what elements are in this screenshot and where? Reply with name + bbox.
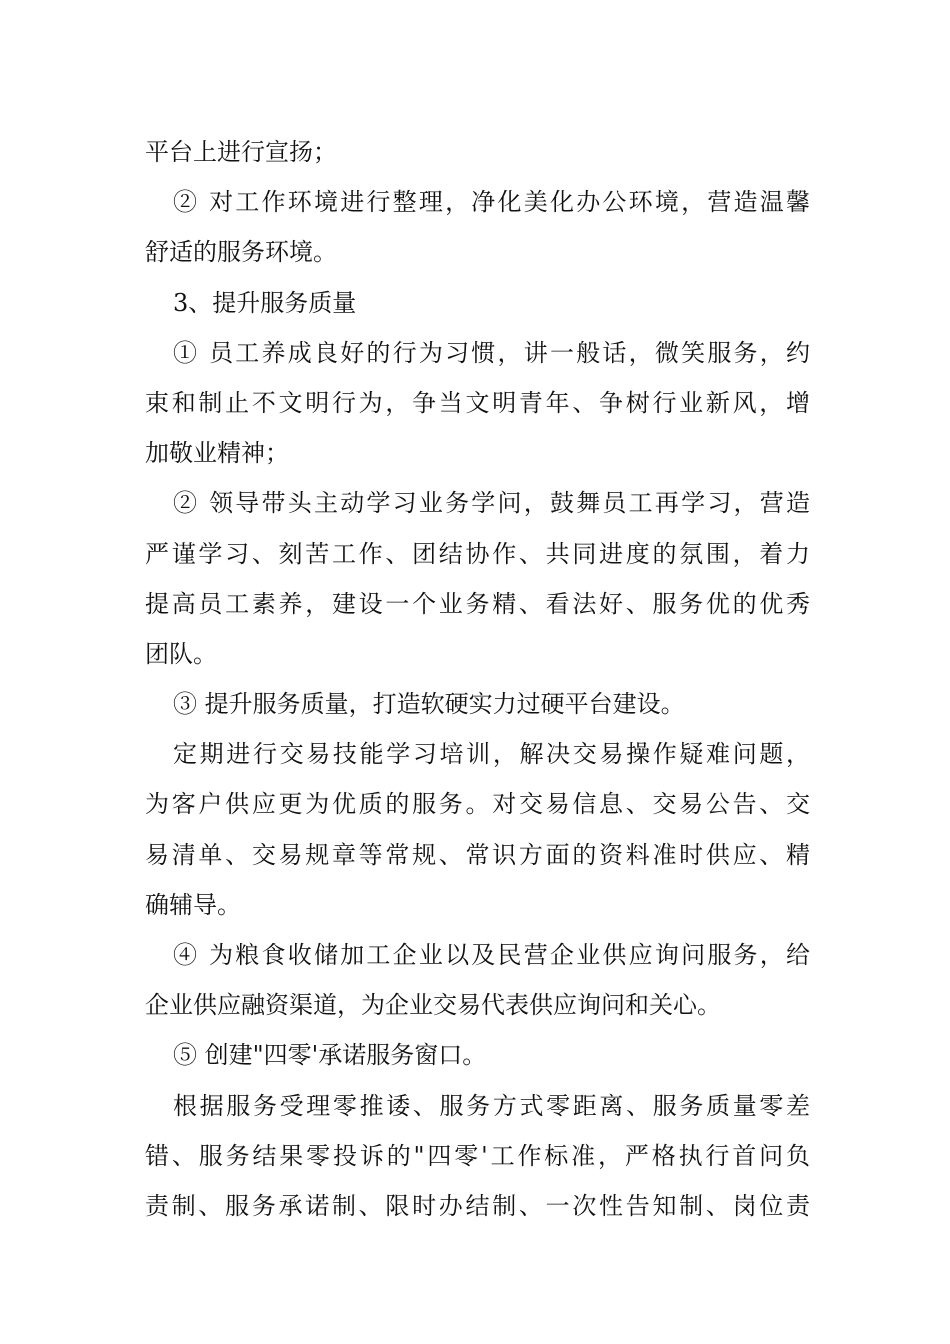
text-line: 加敬业精神；: [145, 439, 289, 468]
text-line: ② 对工作环境进行整理，净化美化办公环境，营造温馨: [173, 188, 810, 217]
text-line: 确辅导。: [145, 890, 241, 919]
text-line: 定期进行交易技能学习培训，解决交易操作疑难问题，: [173, 740, 810, 769]
text-line: ② 领导带头主动学习业务学问，鼓舞员工再学习，营造: [173, 489, 810, 518]
text-line: 团队。: [145, 639, 217, 668]
text-line: 企业供应融资渠道，为企业交易代表供应询问和关心。: [145, 991, 721, 1020]
document-page: [145, 127, 810, 1231]
text-line: 严谨学习、刻苦工作、团结协作、共同进度的氛围，着力: [145, 539, 810, 568]
text-line: 舒适的服务环境。: [145, 238, 337, 267]
text-line: 为客户供应更为优质的服务。对交易信息、交易公告、交: [145, 790, 810, 819]
text-line: 提高员工素养，建设一个业务精、看法好、服务优的优秀: [145, 589, 810, 618]
text-line: ③ 提升服务质量，打造软硬实力过硬平台建设。: [173, 690, 685, 719]
text-line: 束和制止不文明行为，争当文明青年、争树行业新风，增: [145, 388, 810, 417]
text-line: ⑤ 创建"四零'承诺服务窗口。: [173, 1041, 487, 1070]
text-line: 平台上进行宣扬；: [145, 138, 337, 166]
text-line: ④ 为粮食收储加工企业以及民营企业供应询问服务，给: [173, 941, 810, 969]
text-line: 易清单、交易规章等常规、常识方面的资料准时供应、精: [145, 840, 810, 869]
text-line: 3、提升服务质量: [173, 288, 357, 317]
text-line: 根据服务受理零推诿、服务方式零距离、服务质量零差: [173, 1091, 810, 1120]
text-line: 错、服务结果零投诉的"四零'工作标准，严格执行首问负: [145, 1141, 810, 1170]
text-line: 责制、服务承诺制、限时办结制、一次性告知制、岗位责: [145, 1191, 810, 1220]
text-line: ① 员工养成良好的行为习惯，讲一般话，微笑服务，约: [173, 338, 810, 367]
